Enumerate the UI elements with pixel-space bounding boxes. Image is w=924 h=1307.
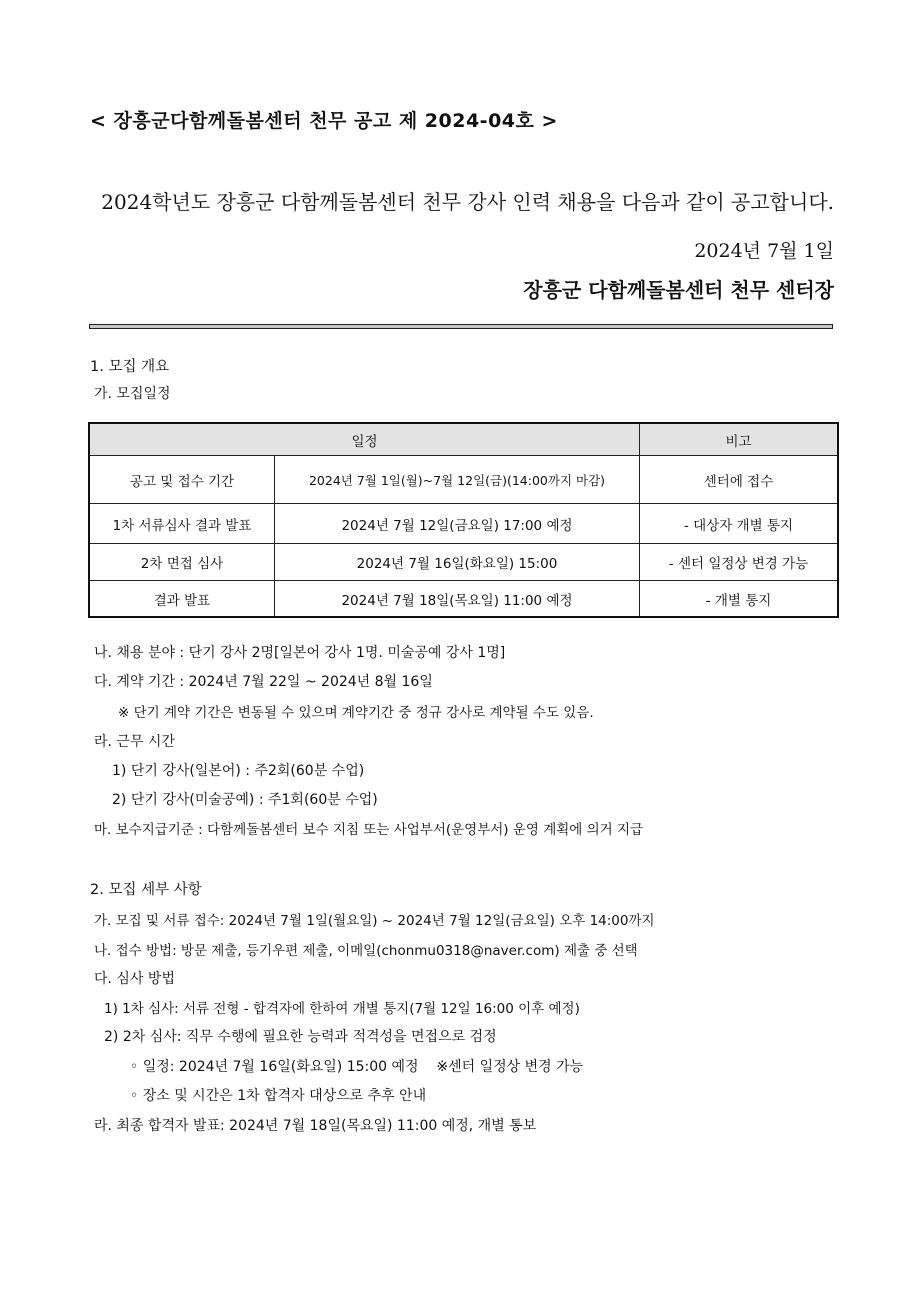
list-item: 가. 모집 및 서류 접수: 2024년 7월 1일(월요일) ~ 2024년 7월 12일(금요일) 오후 14:00까지 — [94, 913, 655, 929]
header-remark: 비고 — [640, 423, 838, 456]
table-row — [89, 581, 838, 618]
section1-title: 1. 모집 개요 — [90, 359, 170, 375]
list-subitem: 1) 1차 심사: 서류 전형 - 합격자에 한하여 개별 통지(7월 12일 16:00 이후 예정) — [104, 1001, 580, 1017]
table-cell: 공고 및 접수 기간 — [89, 456, 274, 504]
signer: 장흥군 다함께돌봄센터 천무 센터장 — [523, 278, 834, 302]
list-subitem: 2) 단기 강사(미술공예) : 주1회(60분 수업) — [112, 792, 378, 808]
list-bullet: ◦ 장소 및 시간은 1차 합격자 대상으로 추후 안내 — [130, 1088, 427, 1104]
list-note: ※ 단기 계약 기간은 변동될 수 있으며 계약기간 중 정규 강사로 계약될 수도 있음. — [118, 705, 594, 721]
announcement-date: 2024년 7월 1일 — [694, 240, 834, 262]
table-cell: 2024년 7월 18일(목요일) 11:00 예정 — [274, 581, 639, 618]
table-cell: 2차 면접 심사 — [89, 544, 274, 581]
announcement-number: < 장흥군다함께돌봄센터 천무 공고 제 2024-04호 > — [90, 110, 558, 132]
table-cell: 1차 서류심사 결과 발표 — [89, 504, 274, 544]
list-item: 다. 심사 방법 — [94, 971, 175, 987]
list-item: 마. 보수지급기준 : 다함께돌봄센터 보수 지침 또는 사업부서(운영부서) 운영 계획에 의거 지급 — [94, 822, 644, 838]
section2-title: 2. 모집 세부 사항 — [90, 882, 202, 898]
header-schedule: 일정 — [89, 423, 640, 456]
list-item: 나. 채용 분야 : 단기 강사 2명[일본어 강사 1명. 미술공예 강사 1명] — [94, 645, 506, 661]
table-cell: 2024년 7월 16일(화요일) 15:00 — [274, 544, 639, 581]
list-subitem: 2) 2차 심사: 직무 수행에 필요한 능력과 적격성을 면접으로 검정 — [104, 1029, 497, 1045]
list-item: 다. 계약 기간 : 2024년 7월 22일 ~ 2024년 8월 16일 — [94, 674, 433, 690]
table-row — [89, 504, 838, 544]
table-cell: 2024년 7월 12일(금요일) 17:00 예정 — [274, 504, 639, 544]
schedule-title: 가. 모집일정 — [94, 386, 171, 402]
schedule-table — [88, 422, 839, 618]
table-cell: - 개별 통지 — [640, 581, 838, 618]
table-header-row — [89, 423, 838, 456]
list-subitem: 1) 단기 강사(일본어) : 주2회(60분 수업) — [112, 763, 365, 779]
table-row — [89, 544, 838, 581]
list-item: 라. 근무 시간 — [94, 734, 175, 750]
table-cell: 결과 발표 — [89, 581, 274, 618]
list-item: 라. 최종 합격자 발표: 2024년 7월 18일(목요일) 11:00 예정, 개별 통보 — [94, 1118, 537, 1134]
table-cell: - 대상자 개별 통지 — [640, 504, 838, 544]
table-cell: 2024년 7월 1일(월)~7월 12일(금)(14:00까지 마감) — [274, 456, 639, 504]
header-divider — [89, 324, 833, 329]
table-cell: 센터에 접수 — [640, 456, 838, 504]
table-row — [89, 456, 838, 504]
list-bullet: ◦ 일정: 2024년 7월 16일(화요일) 15:00 예정 ※센터 일정상 변경 가능 — [130, 1059, 584, 1075]
table-cell: - 센터 일정상 변경 가능 — [640, 544, 838, 581]
list-item: 나. 접수 방법: 방문 제출, 등기우편 제출, 이메일(chonmu0318@naver.com) 제출 중 선택 — [94, 943, 638, 959]
intro-text: 2024학년도 장흥군 다함께돌봄센터 천무 강사 인력 채용을 다음과 같이 공고합니다. — [101, 190, 834, 214]
